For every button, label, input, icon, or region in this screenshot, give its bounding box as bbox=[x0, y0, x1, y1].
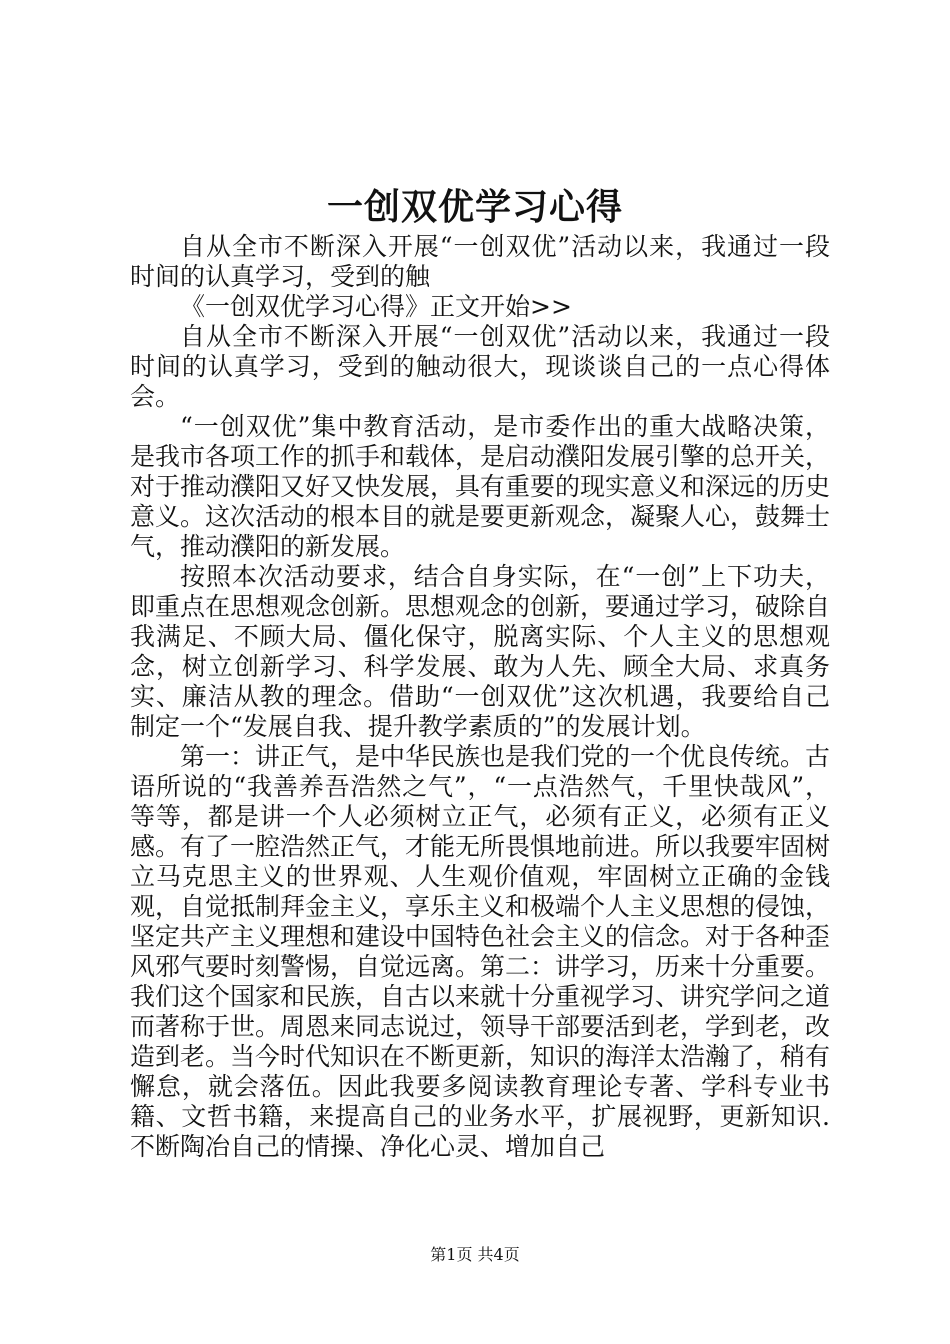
paragraph-intro-excerpt: 自从全市不断深入开展“一创双优”活动以来，我通过一段时间的认真学习，受到的触 bbox=[130, 232, 830, 291]
paragraph-start-marker: 《一创双优学习心得》正文开始>> bbox=[180, 292, 572, 321]
document-body bbox=[130, 232, 830, 1162]
paragraph-innovation: 按照本次活动要求，结合自身实际，在“一创”上下功夫，即重点在思想观念创新。思想观念的创新，要通过学习，破除自我满足、不顾大局、僵化保守，脱离实际、个人主义的思想观念，树立创新学习、科学发展、敢为人先、顾全大局、求真务实、廉洁从教的理念。借助“一创双优”这次机遇，我要给自己制定一个“发展自我、提升教学素质的”的发展计划。 bbox=[130, 562, 831, 741]
paragraph-opening: 自从全市不断深入开展“一创双优”活动以来，我通过一段时间的认真学习，受到的触动很大，现谈谈自己的一点心得体会。 bbox=[130, 322, 830, 411]
page-footer: 第1页 共4页 bbox=[430, 1245, 520, 1264]
document-title: 一创双优学习心得 bbox=[326, 186, 623, 228]
paragraph-first-second: 第一：讲正气，是中华民族也是我们党的一个优良传统。古语所说的“我善养吾浩然之气”，“一点浩然气，千里快哉风”，等等，都是讲一个人必须树立正气，必须有正义，必须有正义感。有了一腔浩然正气，才能无所畏惧地前进。所以我要牢固树立马克思主义的世界观、人生观价值观，牢固树立正确的金钱观，自觉抵制拜金主义，享乐主义和极端个人主义思想的侵蚀，坚定共产主义理想和建设中国特色社会主义的信念。对于各种歪风邪气要时刻警惕，自觉远离。第二：讲学习，历来十分重要。我们这个国家和民族，自古以来就十分重视学习、讲究学问之道而著称于世。周恩来同志说过，领导干部要活到老，学到老，改造到老。当今时代知识在不断更新，知识的海洋太浩瀚了，稍有懈怠，就会落伍。因此我要多阅读教育理论专著、学科专业书籍、文哲书籍，来提高自己的业务水平，扩展视野，更新知识.不断陶冶自己的情操、净化心灵、增加自己 bbox=[130, 742, 831, 1161]
paragraph-significance: “一创双优”集中教育活动，是市委作出的重大战略决策，是我市各项工作的抓手和载体，是启动濮阳发展引擎的总开关，对于推动濮阳又好又快发展，具有重要的现实意义和深远的历史意义。这次活动的根本目的就是要更新观念，凝聚人心，鼓舞士气，推动濮阳的新发展。 bbox=[130, 412, 831, 561]
